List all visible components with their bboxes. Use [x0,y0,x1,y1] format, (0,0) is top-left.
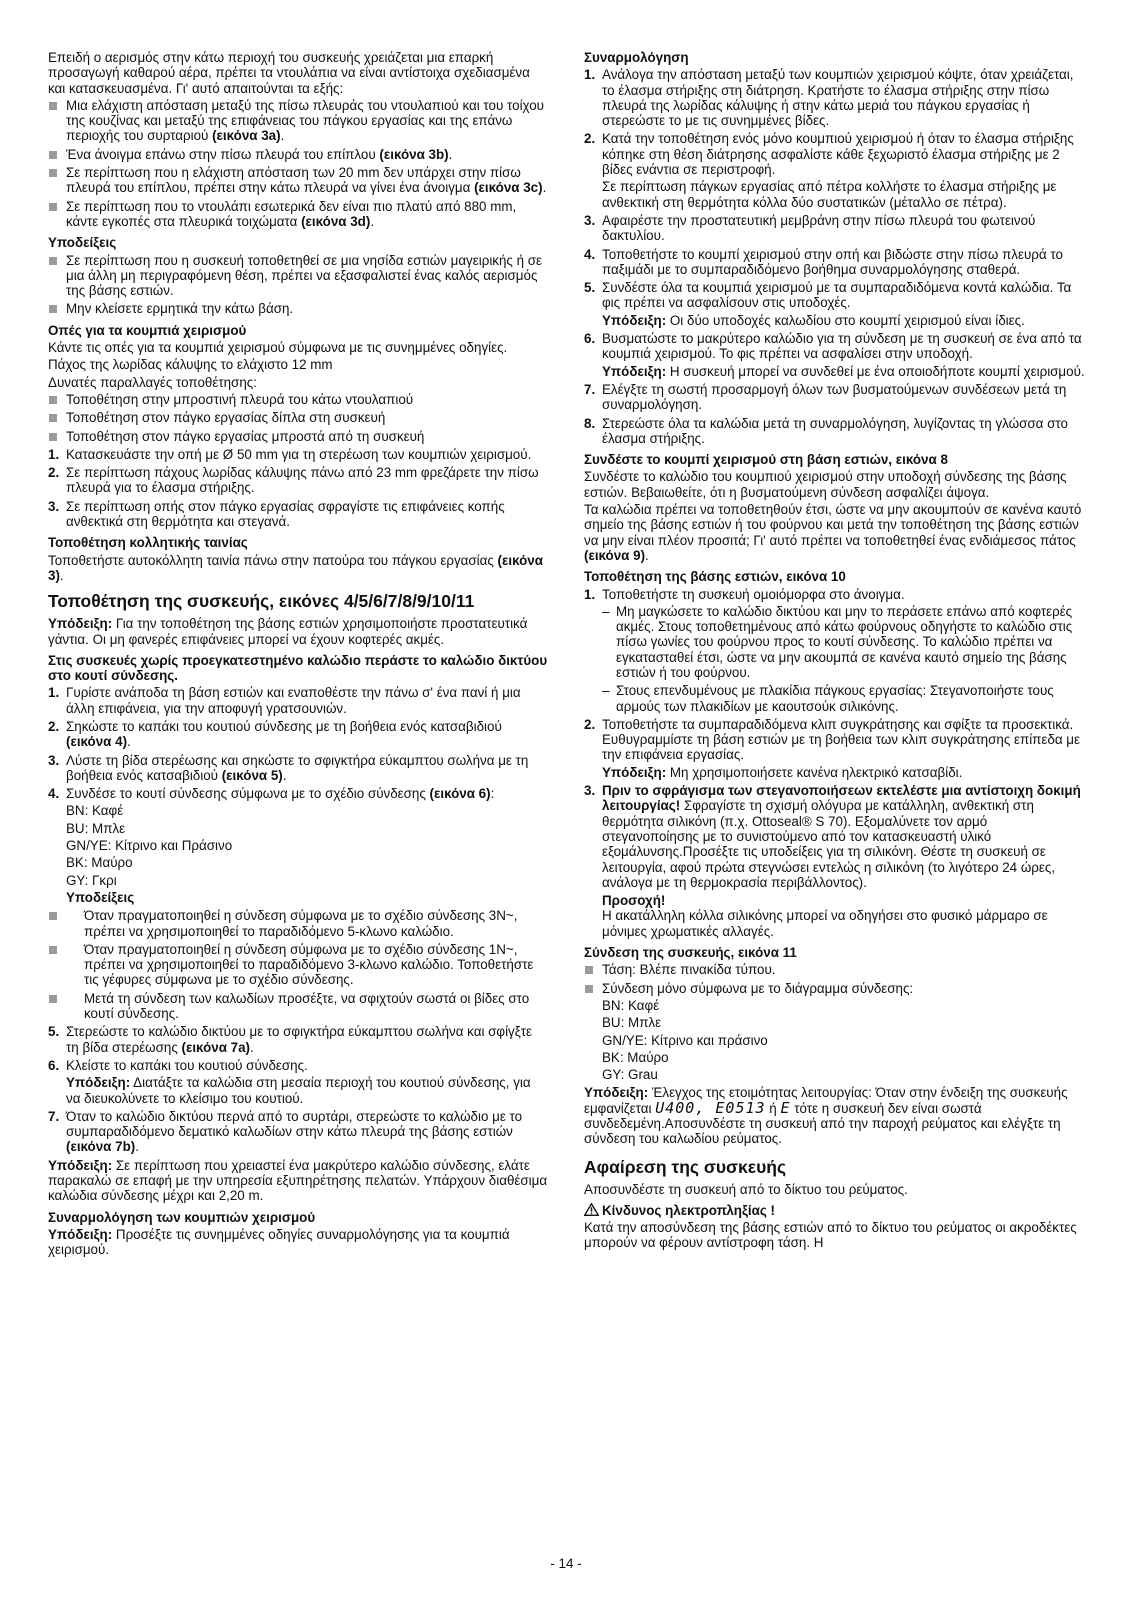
list-item: 1. Γυρίστε ανάποδα τη βάση εστιών και εναποθέστε την πάνω σ' ένα πανί ή μια άλλη επιφάνεια, για την αποφυγή γρατσουνιών. [48,685,521,716]
paragraph: Αποσυνδέστε τη συσκευή από το δίκτυο του ρεύματος. [584,1181,908,1197]
wire-gy: GY: Γκρι [66,872,117,888]
right-column [584,50,1086,1253]
paragraph: Δυνατές παραλλαγές τοποθέτησης: [48,374,257,390]
list-item: – Μη μαγκώσετε το καλώδιο δικτύου και μην το περάσετε επάνω από κοφτερές ακμές. Στους τοποθετημένους από κάτω φούρνους οδηγήστε το καλώδιο στις πίσω γωνίες του φούρνου προς το κουτί σύνδεσης. Το καλώδιο πρέπει να εγκατασταθεί έτσι, ώστε να μην ακουμπά σε κανένα καυτό σημείο της βάσης εστιών ή του φούρνου. [584,604,1086,680]
list-item: Μια ελάχιστη απόσταση μεταξύ της πίσω πλευράς του ντουλαπιού και του τοίχου της κουζίνας και μεταξύ της επιφάνειας του πάγκου εργασίας και της επάνω περιοχής του συρταριού (εικόνα 3a). [48,98,548,144]
wire-gnye: GN/YE: Κίτρινο και Πράσινο [66,838,233,854]
list-item: 1. Κατασκευάστε την οπή με Ø 50 mm για τη στερέωση των κουμπιών χειρισμού. [48,446,532,462]
list-item: – Στους επενδυμένους με πλακίδια πάγκους εργασίας: Στεγανοποιήστε τους αρμούς των πλακιδίων με καουτσούκ σιλικόνης. [584,683,1086,714]
list-item: Σε περίπτωση που η ελάχιστη απόσταση των 20 mm δεν υπάρχει στην πίσω πλευρά του επίπλου, πρέπει στην κάτω πλευρά να γίνει ένα άνοιγμα (εικόνα 3c). [48,165,548,196]
list-item: Τοποθέτηση στην μπροστινή πλευρά του κάτω ντουλαπιού [48,392,548,407]
dash-list [584,604,1086,714]
installation-variants-list [48,392,548,444]
list-item: Τοποθέτηση στον πάγκο εργασίας δίπλα στη συσκευή [48,410,548,425]
intro-paragraph: Επειδή ο αερισμός στην κάτω περιοχή του συσκευής χρειάζεται μια επαρκή προσαγωγή καθαρού αέρα, πρέπει τα ντουλάπια να είναι αντίστοιχα σχεδιασμένα και κατασκευασμένα. Γι' αυτό απαιτούνται τα εξής: [48,50,530,96]
section-heading-installation: Τοποθέτηση της συσκευής, εικόνες 4/5/6/7/8/9/10/11 [48,591,475,612]
mains-cable-heading: Στις συσκευές χωρίς προεγκατεστημένο καλώδιο περάστε το καλώδιο δικτύου στο κουτί σύνδεσης. [48,652,548,684]
list-item: 7. Ελέγξτε τη σωστή προσαρμογή όλων των βυσματούμενων συνδέσεων μετά τη συναρμολόγηση. [584,381,1067,413]
list-item: 2. Σηκώστε το καπάκι του κουτιού σύνδεσης με τη βοήθεια ενός κατσαβιδιού (εικόνα 4). [48,718,502,750]
list-item: Όταν πραγματοποιηθεί η σύνδεση σύμφωνα με το σχέδιο σύνδεσης 1N~, πρέπει να χρησιμοποιηθεί το παραδιδόμενο 3-κλωνο καλώδιο. Τοποθετήστε τις γέφυρες σύμφωνα με το σχέδιο σύνδεσης. [48,942,548,988]
list-item: Μην κλείσετε ερμητικά την κάτω βάση. [48,301,548,316]
list-item: 2. Κατά την τοποθέτηση ενός μόνο κουμπιού χειρισμού ή όταν το έλασμα στήριξης κόπηκε στη θέση διάτρησης ασφαλίστε κάθε ξεχωριστό έλασμα στήριξης με 2 βίδες ενάντια σε περιστροφή. Σε περίπτωση πάγκων εργασίας από πέτρα κολλήστε το έλασμα στήριξης με ανθεκτική στη θερμότητα κόλλα δύο συστατικών (μέταλλο σε πέτρα). [584,131,1086,209]
holes-steps-list [48,447,548,529]
paragraph: Τα καλώδια πρέπει να τοποθετηθούν έτσι, ώστε να μην ακουμπούν σε κανένα καυτό σημείο της βάσης εστιών ή του φούρνου και μετά την τοποθέτηση της βάσης εστιών να μην είναι πλέον προσιτά; Γι' αυτό πρέπει να τοποθετηθεί ένας ενδιάμεσος πάτος (εικόνα 9). [584,502,1082,563]
list-item: Σε περίπτωση που το ντουλάπι εσωτερικά δεν είναι πιο πλατύ από 880 mm, κάντε εγκοπές στα πλευρικά τοιχώματα (εικόνα 3d). [48,199,548,230]
list-item: Σύνδεση μόνο σύμφωνα με το διάγραμμα σύνδεσης: BN: Καφέ BU: Μπλε GN/YE: Κίτρινο και πράσινο BK: Μαύρο GY: Grau [584,981,1086,1083]
wire-gy: GY: Grau [602,1067,658,1083]
list-item: 5. Στερεώστε το καλώδιο δικτύου με το σφιγκτήρα εύκαμπτου σωλήνα και σφίγξτε τη βίδα στερέωσης (εικόνα 7a). [48,1024,533,1055]
list-item: 7. Όταν το καλώδιο δικτύου περνά από το συρτάρι, στερεώστε το καλώδιο με το συμπαραδιδόμενο δεματικό καλωδίων στην κάτω πλευρά της βάσης εστιών (εικόνα 7b). [48,1108,523,1155]
connection-hints-list [48,908,548,1021]
connect-knob-heading: Συνδέστε το κουμπί χειρισμού στη βάση εστιών, εικόνα 8 [584,452,948,468]
note-paragraph: Υπόδειξη: Οι δύο υποδοχές καλωδίου στο κουμπί χειρισμού είναι ίδιες. [602,312,1025,328]
appliance-connection-heading: Σύνδεση της συσκευής, εικόνα 11 [584,945,797,961]
list-item: 1. Τοποθετήστε τη συσκευή ομοιόμορφα στο άνοιγμα. – Μη μαγκώσετε το καλώδιο δικτύου και μην το περάσετε επάνω από κοφτερές ακμές. Στους τοποθετημένους από κάτω φούρνους οδηγήστε το καλώδιο στις πίσω γωνίες του φούρνου προς το κουτί σύνδεσης. Το καλώδιο πρέπει να εγκατασταθεί έτσι, ώστε να μην ακουμπά σε κανένα καυτό σημείο της βάσης εστιών ή του φούρνου. – Στους επενδυμένους με πλακίδια πάγκους εργασίας: Στεγανοποιήστε τους αρμούς των πλακιδίων με καουτσούκ σιλικόνης. [584,587,1086,714]
display-code: U400, E0513 [655,1098,766,1117]
paragraph: Πάχος της λωρίδας κάλυψης το ελάχιστο 12 mm [48,357,333,373]
cable-steps-list [48,685,548,1154]
wire-bn: BN: Καφέ [66,803,124,819]
note-paragraph: Υπόδειξη: Διατάξτε τα καλώδια στη μεσαία περιοχή του κουτιού σύνδεσης, για να διευκολύνετε το κλείσιμο του κουτιού. [66,1075,531,1106]
connection-list [584,962,1086,1082]
list-item: 3. Λύστε τη βίδα στερέωσης και σηκώστε το σφιγκτήρα εύκαμπτου σωλήνα με τη βοήθεια ενός κατσαβιδιού (εικόνα 5). [48,752,529,783]
list-item: 5. Συνδέστε όλα τα κουμπιά χειρισμού με τα συμπαραδιδόμενα κοντά καλώδια. Τα φις πρέπει να ασφαλίσουν στις υποδοχές. Υπόδειξη: Οι δύο υποδοχές καλωδίου στο κουμπί χειρισμού είναι ίδιες. [584,280,1086,328]
list-item: 1. Ανάλογα την απόσταση μεταξύ των κουμπιών χειρισμού κόψτε, όταν χρειάζεται, το έλασμα στήριξης στη διάτρηση. Κρατήστε το έλασμα στήριξης στην πίσω πλευρά της λωρίδας κάλυψης ή στην κάτω μεριά του πάγκου εργασίας ή στερεώστε το με τις συνημμένες βίδες. [584,67,1074,129]
note-paragraph: Υπόδειξη: Έλεγχος της ετοιμότητας λειτουργίας: Όταν στην ένδειξη της συσκευής εμφανίζεται U400, E0513 ή E τότε η συσκευή δεν είναι σωστά συνδεδεμένη.Αποσυνδέστε τη συσκευή από την παροχή ρεύματος και ελέγξτε τη σύνδεση του καλωδίου ρεύματος. [584,1085,1068,1147]
list-item: Ένα άνοιγμα επάνω στην πίσω πλευρά του επίπλου (εικόνα 3b). [48,147,548,162]
ventilation-requirements-list [48,98,548,229]
note-paragraph: Υπόδειξη: Σε περίπτωση που χρειαστεί ένα μακρύτερο καλώδιο σύνδεσης, ελάτε παρακαλώ σε επαφή με την υπηρεσία εξυπηρέτησης πελατών. Υπάρχουν διαθέσιμα καλώδια σύνδεσης μέχρι και 2,20 m. [48,1157,548,1204]
paragraph: Τοποθετήστε αυτοκόλλητη ταινία πάνω στην πατούρα του πάγκου εργασίας (εικόνα 3). [48,552,543,583]
danger-heading: Κίνδυνος ηλεκτροπληξίας ! [584,1203,1086,1218]
hints-heading: Υποδείξεις [66,889,135,905]
list-item: 3. Σε περίπτωση οπής στον πάγκο εργασίας σφραγίστε τις επιφάνειες κοπής ανθεκτικά στη θερμότητα και στεγανά. [48,498,505,530]
note-paragraph: Υπόδειξη: Μη χρησιμοποιήσετε κανένα ηλεκτρικό κατσαβίδι. [602,764,963,780]
paragraph: Κατά την αποσύνδεση της βάσης εστιών από το δίκτυο του ρεύματος οι ακροδέκτες μπορούν να φέρουν αντίστροφη τάση. Η [584,1220,1077,1251]
note-paragraph: Υπόδειξη: Για την τοποθέτηση της βάσης εστιών χρησιμοποιήστε προστατευτικά γάντια. Οι μη φανερές επιφάνειες μπορεί να έχουν κοφτερές ακμές. [48,616,528,647]
display-code: E [780,1098,791,1117]
list-item: Μετά τη σύνδεση των καλωδίων προσέξτε, να σφιχτούν σωστά οι βίδες στο κουτί σύνδεσης. [48,991,548,1022]
list-item: 2. Τοποθετήστε τα συμπαραδιδόμενα κλιπ συγκράτησης και σφίξτε τα προσεκτικά. Ευθυγραμμίστε τη βάση εστιών με τη βοήθεια των κλιπ συγκράτησης επίπεδα με την επιφάνεια εργασίας. Υπόδειξη: Μη χρησιμοποιήσετε κανένα ηλεκτρικό κατσαβίδι. [584,717,1086,780]
list-item: 3. Αφαιρέστε την προστατευτική μεμβράνη στην πίσω πλευρά του φωτεινού δακτυλίου. [584,212,1036,244]
list-item: 3. Πριν το σφράγισμα των στεγανοποιήσεων εκτελέστε μια αντίστοιχη δοκιμή λειτουργίας! Σφραγίστε τη σχισμή ολόγυρα με κατάλληλη, ανθεκτική στη θερμότητα σιλικόνη (π.χ. Ottoseal® S 70). Εξομαλύνετε τον αρμό στεγανοποίησης με το συνιστούμενο από τον κατασκευαστή υλικό εξομάλυνσης.Προσέξτε τις υποδείξεις για τη σιλικόνη. Θέστε τη συσκευή σε λειτουργία, αφού πρώτα στεγνώσει εντελώς η σιλικόνη (το λιγότερο 24 ώρες, ανάλογα με τη θερμοκρασία περιβάλλοντος). Προσοχή! Η ακατάλληλη κόλλα σιλικόνης μπορεί να οδηγήσει στο φυσικό μάρμαρο σε μόνιμες χρωματικές αλλαγές. [584,783,1086,939]
warning-triangle-icon [584,1203,599,1216]
list-item: Σε περίπτωση που η συσκευή τοποθετηθεί σε μια νησίδα εστιών μαγειρικής ή σε μια άλλη μη περιγραφόμενη θέση, πρέπει να εξασφαλιστεί ένας καλός αερισμός της βάσης εστιών. [48,253,548,299]
section-heading-removal: Αφαίρεση της συσκευής [584,1156,787,1177]
hints-list [48,253,548,317]
knob-assembly-heading: Συναρμολόγηση των κουμπιών χειρισμού [48,1209,316,1225]
assembly-heading: Συναρμολόγηση [584,50,689,65]
wire-gnye: GN/YE: Κίτρινο και πράσινο [602,1032,768,1048]
wire-bu: BU: Μπλε [602,1015,662,1031]
hints-heading: Υποδείξεις [48,235,117,251]
list-item: Τάση: Βλέπε πινακίδα τύπου. [584,962,1086,977]
list-item: Όταν πραγματοποιηθεί η σύνδεση σύμφωνα με το σχέδιο σύνδεσης 3N~, πρέπει να χρησιμοποιηθεί το παραδιδόμενο 5-κλωνο καλώδιο. [48,908,548,939]
note-paragraph: Υπόδειξη: Προσέξτε τις συνημμένες οδηγίες συναρμολόγησης για τα κουμπιά χειρισμού. [48,1226,510,1258]
wire-bu: BU: Μπλε [66,820,126,836]
wire-bk: BK: Μαύρο [66,855,133,871]
list-item: 4. Τοποθετήστε το κουμπί χειρισμού στην οπή και βιδώστε στην πίσω πλευρά το παξιμάδι με το συμπαραδιδόμενο βοήθημα συναρμολόγησης σταθερά. [584,246,1063,277]
wire-bk: BK: Μαύρο [602,1049,669,1065]
left-column [48,50,548,1259]
placing-hob-heading: Τοποθέτηση της βάσης εστιών, εικόνα 10 [584,569,846,585]
paragraph: Σε περίπτωση πάγκων εργασίας από πέτρα κολλήστε το έλασμα στήριξης με ανθεκτική στη θερμότητα κόλλα δύο συστατικών (μέταλλο σε πέτρα). [602,179,1057,210]
placing-steps-list [584,587,1086,940]
caution-heading: Προσοχή! [602,893,666,909]
list-item: 8. Στερεώστε όλα τα καλώδια μετά τη συναρμολόγηση, λυγίζοντας τη γλώσσα στο έλασμα στήριξης. [584,415,1068,446]
list-item: 6. Κλείστε το καπάκι του κουτιού σύνδεσης. Υπόδειξη: Διατάξτε τα καλώδια στη μεσαία περιοχή του κουτιού σύνδεσης, για να διευκολύνετε το κλείσιμο του κουτιού. [48,1058,548,1106]
list-item: 2. Σε περίπτωση πάχους λωρίδας κάλυψης πάνω από 23 mm φρεζάρετε την πίσω πλευρά για το έλασμα στήριξης. [48,465,539,496]
adhesive-tape-heading: Τοποθέτηση κολλητικής ταινίας [48,535,248,551]
control-knob-holes-heading: Οπές για τα κουμπιά χειρισμού [48,322,247,338]
wire-bn: BN: Καφέ [602,997,660,1013]
list-item: 4. Συνδέσε το κουτί σύνδεσης σύμφωνα με το σχέδιο σύνδεσης (εικόνα 6): BN: Καφέ BU: Μπλε GN/YE: Κίτρινο και Πράσινο BK: Μαύρο GY: Γκρι Υποδείξεις Όταν πραγματοποιηθεί η σύνδεση σύμφωνα με το σχέδιο σύνδεσης 3N~, πρέπει να χρησιμοποιηθεί το παραδιδόμενο 5-κλωνο καλώδιο. Όταν πραγματοποιηθεί η σύνδεση σύμφωνα με το σχέδιο σύνδεσης 1N~, πρέπει να χρησιμοποιηθεί το παραδιδόμενο 3-κλωνο καλώδιο. Τοποθετήστε τις γέφυρες σύμφωνα με το σχέδιο σύνδεσης. Μετά τη σύνδεση των καλωδίων προσέξτε, να σφιχτούν σωστά οι βίδες στο κουτί σύνδεσης. [48,786,548,1021]
paragraph: Κάντε τις οπές για τα κουμπιά χειρισμού σύμφωνα με τις συνημμένες οδηγίες. [48,340,508,356]
list-item: 6. Βυσματώστε το μακρύτερο καλώδιο για τη σύνδεση με τη συσκευή σε ένα από τα κουμπιά χειρισμού. Το φις πρέπει να ασφαλίσει στην υποδοχή. Υπόδειξη: Η συσκευή μπορεί να συνδεθεί με ένα οποιοδήποτε κουμπί χειρισμού. [584,331,1085,379]
note-paragraph: Υπόδειξη: Η συσκευή μπορεί να συνδεθεί με ένα οποιοδήποτε κουμπί χειρισμού. [602,363,1085,379]
caution-text: Η ακατάλληλη κόλλα σιλικόνης μπορεί να οδηγήσει στο φυσικό μάρμαρο σε μόνιμες χρωματικές αλλαγές. [602,908,1048,939]
paragraph: Συνδέστε το καλώδιο του κουμπιού χειρισμού στην υποδοχή σύνδεσης της βάσης εστιών. Βεβαιωθείτε, ότι η βυσματούμενη σύνδεση ασφαλίζει άψογα. [584,469,1067,500]
page-number: - 14 - [550,1556,582,1571]
list-item: Τοποθέτηση στον πάγκο εργασίας μπροστά από τη συσκευή [48,429,548,444]
assembly-steps-list [584,67,1086,446]
